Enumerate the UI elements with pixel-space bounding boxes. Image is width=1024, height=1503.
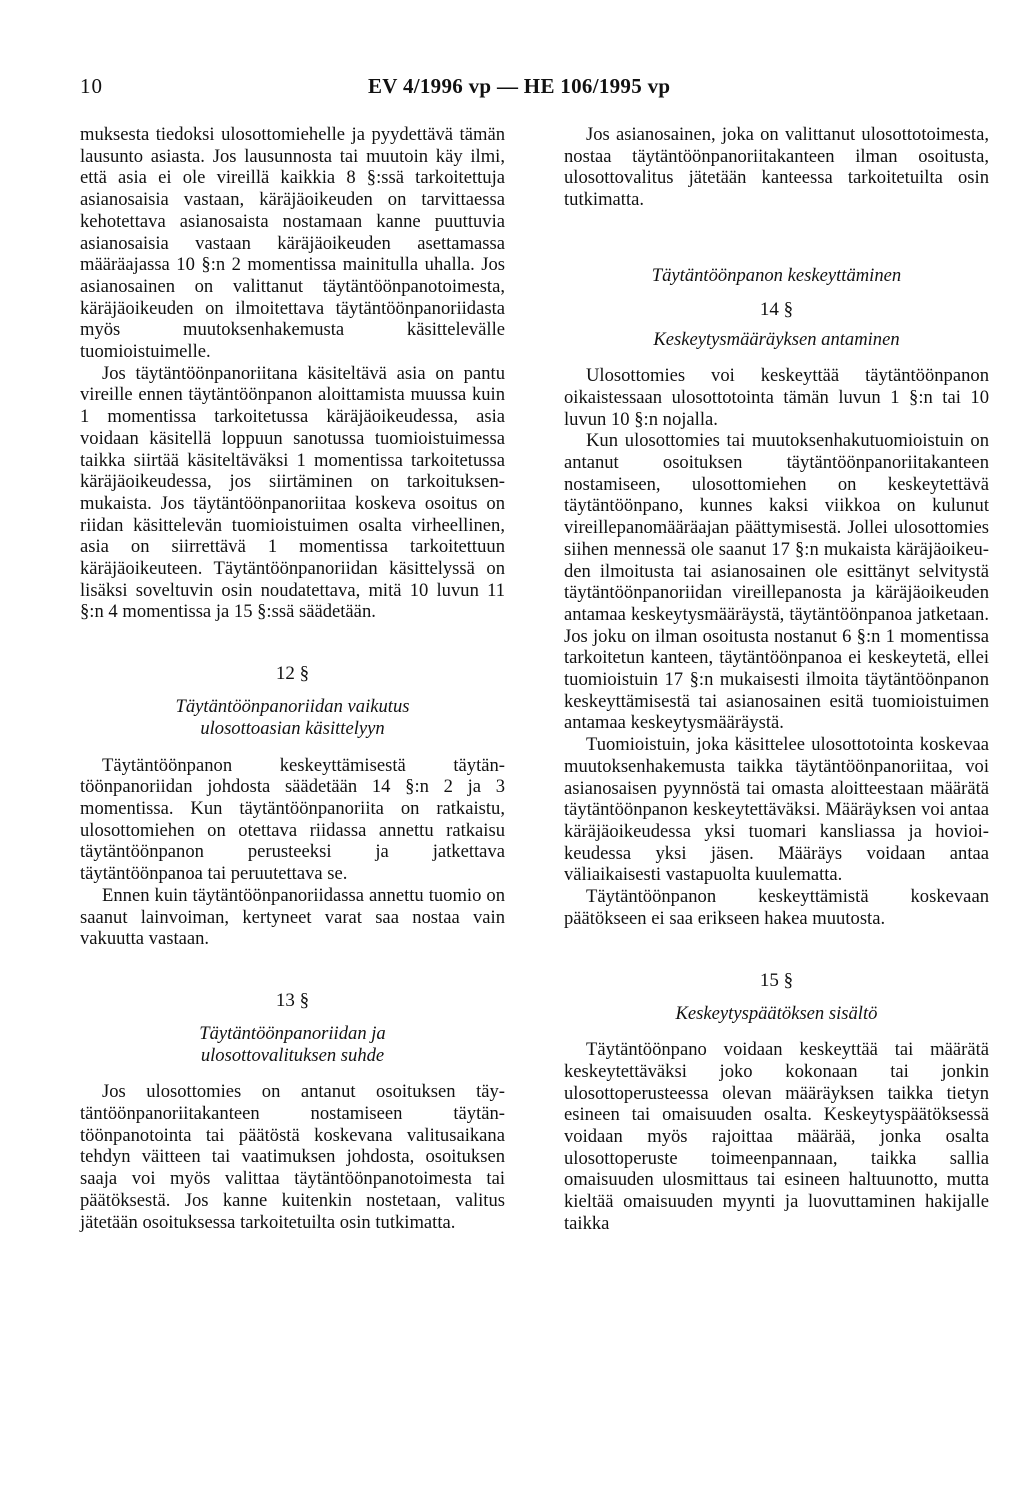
left-column — [80, 124, 505, 1233]
paragraph: Jos asianosainen, joka on valittanut ulosottotoimesta, nostaa täytäntöönpanoriitakanteen ilman osoitusta, ulosottovalitus jätetään kanteessa tarkoitetuilta osin tutkimatta. — [564, 124, 989, 211]
paragraph: Täytäntöönpanon keskeyttämisestä täytäntöönpanoriidan johdosta säädetään 14 §:n 2 ja 3 momentissa. Kun täytäntöönpanoriita on ratkaistu, ulosottomiehen on otettava riidassa annettu ratkaisu täytäntöönpanon perusteeksi ja jatkettava täytäntöönpanoa tai peruutettava se. — [80, 754, 505, 885]
section-number: 13 § — [275, 989, 310, 1011]
page-header: EV 4/1996 vp — HE 106/1995 vp — [368, 74, 671, 98]
section-number: 12 § — [275, 663, 310, 685]
paragraph: Ulosottomies voi keskeyttää täytäntöönpanon oikaistessaan ulosottotointa tämän luvun 1 §:n tai 10 luvun 10 §:n nojalla. — [564, 365, 989, 430]
section-number: 15 § — [759, 969, 794, 991]
chapter-heading: Täytäntöönpanon keskeyttäminen — [651, 264, 902, 286]
section-title: ulosottoasian käsittelyyn — [200, 717, 385, 739]
page-number: 10 — [80, 74, 103, 98]
section-number: 14 § — [759, 298, 794, 320]
paragraph: muksesta tiedoksi ulosottomiehelle ja pyydettävä tämän lausunto asiasta. Jos lausunnosta tai muutoin käy ilmi, että asia ei ole vireillä kaikkia 8 §:ssä tarkoitettuja asianosaisia vastaan, käräjäoikeuden on tarvittaessa kehotettava asianosaista nostamaan kanne puuttuvia asianosaisia vastaan käräjäoikeuden asettamassa määräajassa 10 §:n 2 momentissa mainitulla uhalla. Jos asianosainen on valittanut täytäntöönpanotoimesta, käräjäoikeuden on ilmoitettava täytäntöönpanoriidasta myös muutoksenhakemusta käsittelevälle tuomioistuimelle. — [80, 124, 505, 363]
right-column — [564, 124, 989, 1235]
section-title: Täytäntöönpanoriidan ja — [199, 1022, 386, 1044]
paragraph: Ennen kuin täytäntöönpanoriidassa annettu tuomio on saanut lainvoiman, kertyneet varat saa nostaa vain vakuutta vastaan. — [80, 884, 505, 950]
paragraph: Kun ulosottomies tai muutoksenhakutuomioistuin on antanut osoituksen täytäntöönpanoriitakanteen nostamiseen, ulosottomiehen on keskeytettävä täytäntöönpano, kunnes kaksi viikkoa on kulunut vireillepanomääräajan päättymisestä. Jollei ulosottomies siihen mennessä ole saanut 17 §:n mukaista käräjäoikeuden ilmoitusta tai asianosainen ole esittänyt selvitystä täytäntöönpanoriidan vireillepanosta ja käräjäoikeuden antamaa keskeytysmääräystä, täytäntöönpanoa jatketaan. Jos joku on ilman osoitusta nostanut 6 §:n 1 momentissa tarkoitetun kanteen, täytäntöönpanoa ei keskeytetä, ellei tuomioistuin 17 §:n mukaisesti ilmoita täytäntöönpanon keskeyttämisestä tai asianosainen esitä tuomioistuimen antamaa keskeytysmääräystä. — [564, 430, 989, 734]
paragraph: Jos täytäntöönpanoriitana käsiteltävä asia on pantu vireille ennen täytäntöönpanon aloittamista muussa kuin 1 momentissa tarkoitetussa käräjäoikeudessa, asia voidaan käsitellä loppuun sanotussa tuomioistuimessa taikka siirtää käsiteltäväksi 1 momentissa tarkoitetussa käräjäoikeudessa, jos siirtäminen on tarkoituksenmukaista. Jos täytäntöönpanoriitaa koskeva osoitus on riidan käsittelevän tuomioistuimen osalta virheellinen, asia on siirrettävä 1 momentissa tarkoitettuun käräjäoikeuteen. Täytäntöönpanoriidan käsittelyssä on lisäksi soveltuvin osin noudatettava, mitä 10 luvun 11 §:n 4 momentissa ja 15 §:ssä säädetään. — [80, 362, 505, 623]
paragraph: Tuomioistuin, joka käsittelee ulosottotointa koskevaa muutoksenhakemusta taikka täytäntöönpanoriitaa, voi asianosaisen pyynnöstä tai omasta aloitteestaan määrätä täytäntöönpanon keskeytettäväksi. Määräyksen voi antaa käräjäoikeudessa yksi tuomari kansliassa ja hovioikeudessa yksi jäsen. Määräys voidaan antaa väliaikaisesti vastapuolta kuulematta. — [564, 734, 989, 886]
paragraph: Täytäntöönpanon keskeyttämistä koskevaan päätökseen ei saa erikseen hakea muutosta. — [564, 886, 989, 929]
section-title: Täytäntöönpanoriidan vaikutus — [175, 696, 410, 718]
section-title: Keskeytysmääräyksen antaminen — [653, 328, 900, 350]
paragraph: Jos ulosottomies on antanut osoituksen täytäntöönpanoriitakanteen nostamiseen täytäntöönpanotointa tai päätöstä koskevana valitusaikana tehdyn väitteen tai vaatimuksen johdosta, osoituksen saaja voi myös valittaa täytäntöönpanotoimesta tai päätöksestä. Jos kanne kuitenkin nostetaan, valitus jätetään osoituksessa tarkoitetuilta osin tutkimatta. — [80, 1081, 505, 1233]
section-title: ulosottovalituksen suhde — [200, 1044, 385, 1066]
paragraph: Täytäntöönpano voidaan keskeyttää tai määrätä keskeytettäväksi joko kokonaan tai jonkin ulosottoperusteessa olevan määräyksen taikka tietyn esineen tai omaisuuden osalta. Keskeytyspäätöksessä voidaan myös rajoittaa määrää, jonka osalta ulosottoperuste toimeenpannaan, taikka sallia omaisuuden ulosmittaus tai esineen haltuunotto, mutta kieltää omaisuuden myynti ja luovuttaminen hakijalle taikka — [564, 1039, 989, 1234]
section-title: Keskeytyspäätöksen sisältö — [675, 1002, 878, 1024]
